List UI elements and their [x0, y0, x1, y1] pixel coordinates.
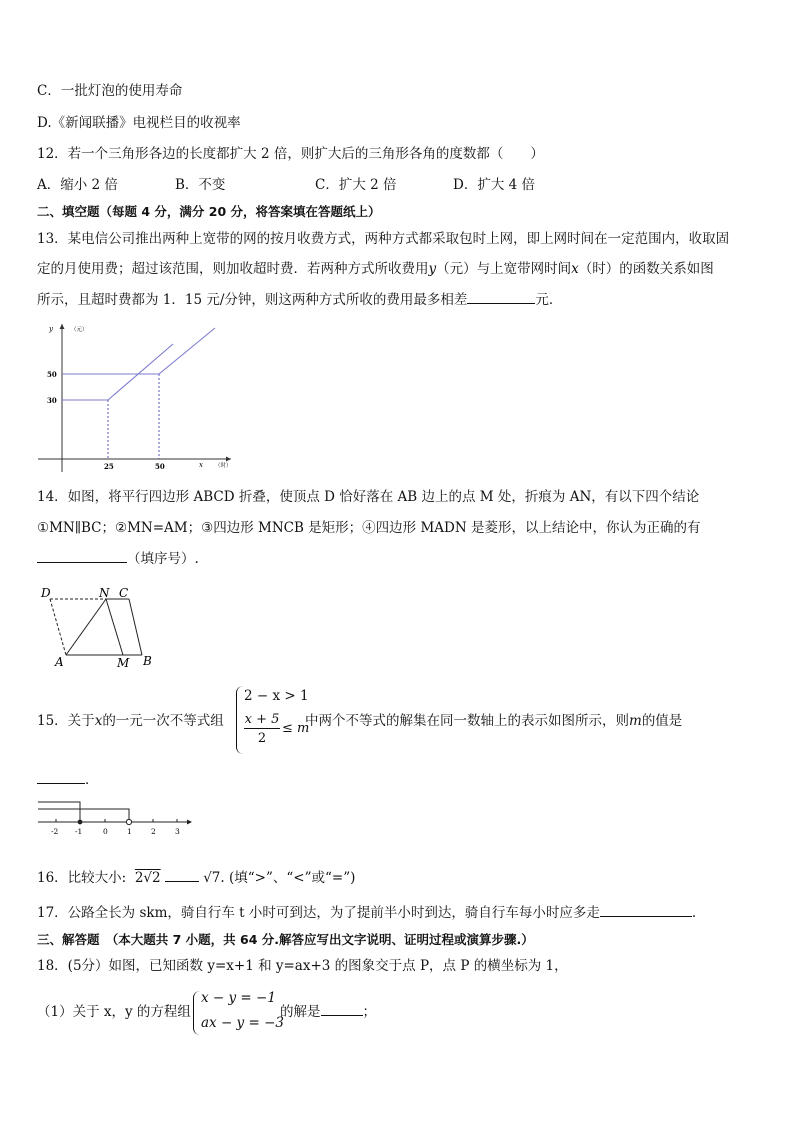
q17-answer-blank[interactable]: [600, 904, 692, 917]
q12-option-d: D．扩大 4 倍: [453, 177, 535, 193]
q15-end: ．: [85, 772, 99, 788]
q13-graph: [35, 320, 235, 475]
q16-expr-a: 2√2: [134, 870, 161, 886]
q15-label-2: 2: [151, 827, 156, 836]
q14-answer-blank[interactable]: [37, 550, 127, 563]
q18-sub1-end: ；: [362, 1004, 376, 1020]
q14-segment-da: [50, 599, 66, 655]
q13-line2-c: （时）的函数关系如图: [578, 261, 714, 277]
q12-option-c: C．扩大 2 倍: [315, 177, 397, 193]
q15-post: 中两个不等式的解集在同一数轴上的表示如图所示，则: [305, 713, 629, 729]
q14-label-b: B: [143, 654, 152, 668]
q18-sub1-post-group: [280, 1003, 376, 1021]
q18-sub1-post: 的解是: [280, 1004, 321, 1020]
q14-segment-cb: [129, 599, 142, 655]
q14-parallelogram-figure: [38, 582, 163, 672]
q13-y-axis-label: y: [49, 325, 53, 333]
q16-line: [37, 869, 355, 887]
q15-label-neg1: -1: [75, 827, 83, 836]
q13-plan2-line: [62, 328, 215, 374]
q15-ineq1: 2 − x > 1: [244, 688, 309, 704]
q15-open-dot: [126, 819, 131, 824]
q15-answer-line: [37, 771, 99, 789]
q13-x-arrow: [226, 457, 231, 462]
q15-ineq2-tail: ≤ m: [282, 721, 310, 736]
q13-line3-text: 所示，且超时费都为 1．15 元/分钟，则这两种方式所收的费用最多相差: [37, 292, 468, 308]
q13-x-axis-label: x: [199, 461, 203, 469]
q15-frac-num: x + 5: [244, 712, 280, 727]
section-2-heading: 二、填空题（每题 4 分，满分 20 分，将答案填在答题纸上）: [37, 204, 381, 219]
q13-plan1-line: [62, 344, 173, 400]
q14-segment-nm: [106, 599, 123, 655]
q15-label-3: 3: [175, 827, 180, 836]
q14-label-n: N: [99, 586, 110, 600]
q13-line3: [37, 291, 562, 309]
q12-options: [37, 176, 535, 194]
q16-expr-b: √7: [203, 870, 221, 886]
q15-answer-blank[interactable]: [37, 771, 85, 784]
q14-label-c: C: [119, 586, 129, 600]
q15-solid-dot: [78, 820, 83, 825]
q13-var-x: x: [571, 261, 579, 277]
q13-x-tick-25: 25: [104, 462, 114, 471]
q15-label-1: 1: [127, 827, 132, 836]
q14-label-a: A: [55, 655, 64, 669]
q16-pre: 16．比较大小:: [37, 870, 127, 886]
q15-frac-den: 2: [257, 731, 267, 746]
q13-line3-end: 元．: [535, 292, 563, 308]
q11-option-c: C．一批灯泡的使用寿命: [37, 83, 183, 99]
q11-option-d: D.《新闻联播》电视栏目的收视率: [37, 115, 241, 131]
q15-brace: [236, 686, 243, 754]
q18-sub1-pre: （1）关于 x，y 的方程组: [37, 1004, 191, 1020]
q14-line3: [37, 550, 199, 568]
q15-var-x: x: [94, 713, 103, 729]
q15-ray-ge-minus1: [38, 802, 80, 822]
q13-line2-b: （元）与上宽带网时间: [436, 261, 572, 277]
q17-line: [37, 904, 696, 922]
q13-y-tick-30: 30: [47, 396, 57, 405]
q12-option-a: A．缩小 2 倍: [37, 177, 118, 193]
q14-line1: 14．如图，将平行四边形 ABCD 折叠，使顶点 D 恰好落在 AB 边上的点 M 处，折痕为 AN，有以下四个结论: [37, 489, 700, 505]
q15-label-neg2: -2: [51, 827, 59, 836]
q14-label-m: M: [117, 656, 130, 670]
q13-x-unit: （时）: [215, 463, 232, 469]
q13-x-tick-50: 50: [155, 462, 165, 471]
q15-post-text: [305, 712, 682, 730]
q18-eq1: x − y = −1: [201, 990, 276, 1006]
q15-mid: 的一元一次不等式组: [102, 713, 224, 729]
q13-line1: 13．某电信公司推出两种上宽带的网的按月收费方式，两种方式都采取包时上网，即上网时间在一定范围内，收取固: [37, 231, 730, 247]
q13-answer-blank[interactable]: [467, 291, 535, 304]
section-3-heading: 三、解答题 （本大题共 7 小题，共 64 分.解答应写出文字说明、证明过程或演算步骤.）: [37, 932, 534, 947]
q17-end: .: [691, 905, 697, 921]
q18-brace: [193, 991, 200, 1035]
q15-label-0: 0: [103, 827, 108, 836]
q13-y-arrow: [60, 324, 65, 329]
q15-pre: 15．关于: [37, 713, 95, 729]
q12-stem: 12．若一个三角形各边的长度都扩大 2 倍，则扩大后的三角形各角的度数都（ ）: [37, 146, 544, 162]
q13-y-tick-50: 50: [47, 370, 57, 379]
q16-answer-blank[interactable]: [165, 869, 199, 882]
q15-post2: 的值是: [641, 713, 683, 729]
q16-post: . (填“>”、“<”或“=”): [220, 870, 356, 886]
q14-segment-an: [66, 599, 106, 655]
q15-axis-arrow: [187, 820, 192, 825]
q18-eq2: ax − y = −3: [201, 1015, 284, 1031]
q15-pre-text: [37, 712, 224, 730]
q15-number-line: [35, 797, 195, 839]
q13-y-unit: （元）: [71, 327, 88, 333]
q13-var-y: y: [428, 261, 437, 277]
q15-ray-lt-1: [38, 809, 129, 819]
q13-line2: [37, 260, 714, 278]
q15-var-m: m: [629, 713, 642, 729]
q17-text: 17．公路全长为 skm，骑自行车 t 小时可到达，为了提前半小时到达，骑自行车每小时应多走: [37, 905, 600, 921]
q18-stem: 18．(5分）如图，已知函数 y=x+1 和 y=ax+3 的图象交于点 P，点 P 的横坐标为 1，: [37, 958, 568, 974]
q14-label-d: D: [41, 586, 51, 600]
q18-answer-blank[interactable]: [321, 1003, 363, 1016]
q12-option-b: B．不变: [175, 177, 226, 193]
q14-line2: ①MN∥BC；②MN=AM；③四边形 MNCB 是矩形；④四边形 MADN 是菱形，以上结论中，你认为正确的有: [37, 520, 701, 536]
q14-line3-text: （填序号）.: [127, 551, 199, 567]
q13-line2-a: 定的月使用费；超过该范围，则加收超时费．若两种方式所收费用: [37, 261, 429, 277]
